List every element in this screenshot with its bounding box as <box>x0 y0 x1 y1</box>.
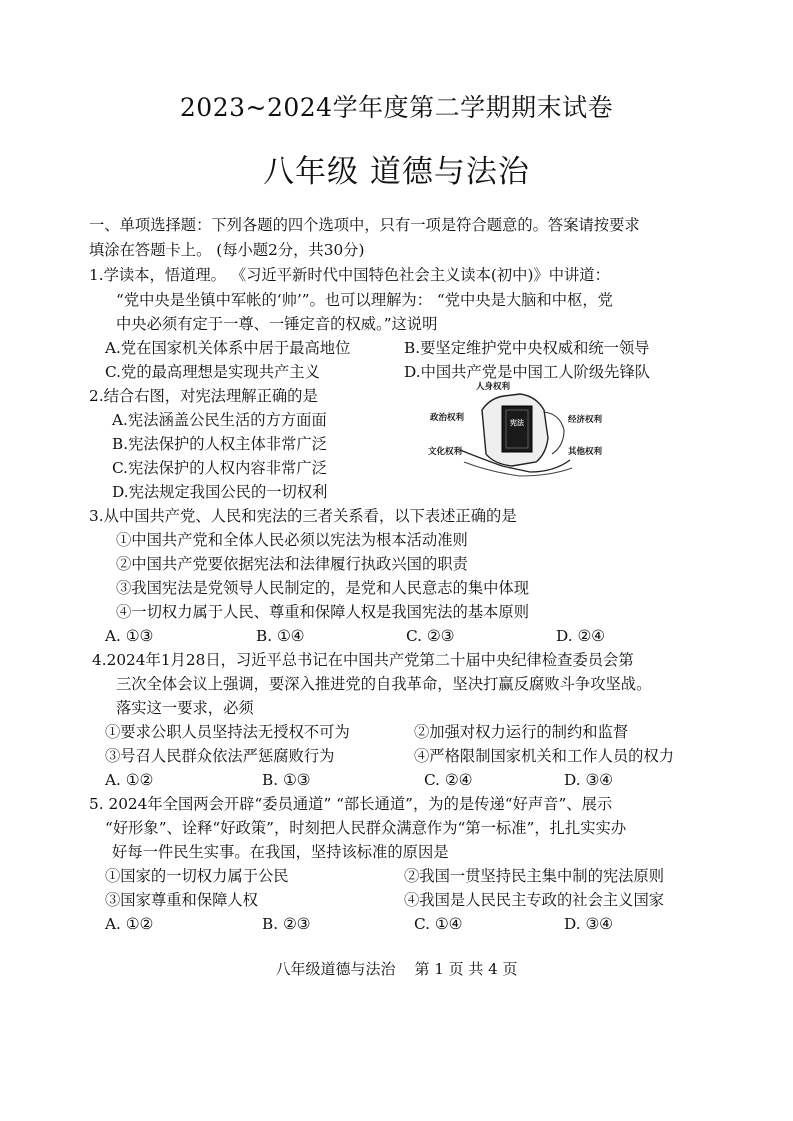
label-economic-rights: 经济权利 <box>568 415 603 425</box>
q4-option-a: A. ①② <box>105 771 154 789</box>
q1-option-a: A.党在国家机关体系中居于最高地位 <box>105 339 351 357</box>
label-other-rights: 其他权利 <box>568 447 603 457</box>
q5-statement-4: ④我国是人民民主专政的社会主义国家 <box>404 891 665 909</box>
q1-option-d: D.中国共产党是中国工人阶级先锋队 <box>404 363 651 381</box>
q1-stem-line3: 中央必须有定于一尊、一锤定音的权威。”这说明 <box>116 315 438 333</box>
q4-statement-4: ④严格限制国家机关和工作人员的权力 <box>414 747 675 765</box>
q4-stem-line3: 落实这一要求，必须 <box>116 699 254 717</box>
q3-option-d: D. ②④ <box>556 627 605 645</box>
exam-subject: 八年级 道德与法治 <box>263 154 530 190</box>
q4-statement-2: ②加强对权力运行的制约和监督 <box>414 723 629 741</box>
q3-option-a: A. ①③ <box>105 627 154 645</box>
book-label: 宪法 <box>510 419 524 427</box>
q5-option-c: C. ①④ <box>414 915 463 933</box>
q5-stem-line3: 好每一件民生实事。在我国，坚持该标准的原因是 <box>112 843 449 861</box>
q4-statement-1: ①要求公职人员坚持法无授权不可为 <box>105 723 350 741</box>
q4-statement-3: ③号召人民群众依法严惩腐败行为 <box>105 747 335 765</box>
q2-option-b: B.宪法保护的人权主体非常广泛 <box>112 435 327 453</box>
label-personal-rights: 人身权利 <box>476 382 511 392</box>
q3-option-b: B. ①④ <box>256 627 305 645</box>
q4-option-c: C. ②④ <box>424 771 473 789</box>
q5-statement-2: ②我国一贯坚持民主集中制的宪法原则 <box>404 867 665 885</box>
constitution-book <box>502 406 532 452</box>
q3-statement-4: ④一切权力属于人民、尊重和保障人权是我国宪法的基本原则 <box>116 603 530 621</box>
exam-title: 2023~2024学年度第二学期期末试卷 <box>179 93 614 122</box>
q4-option-b: B. ①③ <box>262 771 311 789</box>
q2-option-c: C.宪法保护的人权内容非常广泛 <box>112 459 327 477</box>
label-political-rights: 政治权利 <box>430 413 465 423</box>
q3-statement-3: ③我国宪法是党领导人民制定的，是党和人民意志的集中体现 <box>116 579 530 597</box>
q3-option-c: C. ②③ <box>406 627 455 645</box>
q5-option-d: D. ③④ <box>564 915 613 933</box>
q4-stem-line1: 4.2024年1月28日，习近平总书记在中国共产党第二十届中央纪律检查委员会第 <box>92 651 634 669</box>
q2-option-a: A.宪法涵盖公民生活的方方面面 <box>112 411 327 429</box>
q4-stem-line2: 三次全体会议上强调，要深入推进党的自我革命，坚决打赢反腐败斗争攻坚战。 <box>116 675 652 693</box>
q1-stem-line1: 1.学读本，悟道理。 《习近平新时代中国特色社会主义读本(初中)》中讲道： <box>89 266 610 284</box>
q5-stem-line2: “好形象”、诠释“好政策”，时刻把人民群众满意作为“第一标准”，扎扎实实办 <box>105 819 627 837</box>
q3-stem: 3.从中国共产党、人民和宪法的三者关系看，以下表述正确的是 <box>89 507 517 525</box>
q4-option-d: D. ③④ <box>564 771 613 789</box>
q5-statement-1: ①国家的一切权力属于公民 <box>105 867 289 885</box>
q1-option-b: B.要坚定维护党中央权威和统一领导 <box>404 339 650 357</box>
constitution-rights-figure <box>420 380 610 480</box>
q5-stem-line1: 5. 2024年全国两会开辟“委员通道” “部长通道”，为的是传递“好声音”、展示 <box>89 795 613 813</box>
q2-option-d: D.宪法规定我国公民的一切权利 <box>112 483 328 501</box>
q1-option-c: C.党的最高理想是实现共产主义 <box>105 363 320 381</box>
q5-option-b: B. ②③ <box>262 915 311 933</box>
q5-option-a: A. ①② <box>105 915 154 933</box>
q3-statement-1: ①中国共产党和全体人民必须以宪法为根本活动准则 <box>116 531 468 549</box>
page-footer: 八年级道德与法治 第 1 页 共 4 页 <box>275 960 518 978</box>
q1-stem-line2: “党中央是坐镇中军帐的‘帅’”。也可以理解为： “党中央是大脑和中枢，党 <box>116 291 613 309</box>
label-cultural-rights: 文化权利 <box>428 447 463 457</box>
section-instruction-line2: 填涂在答题卡上。 (每小题2分，共30分) <box>89 241 365 259</box>
section-instruction-line1: 一、单项选择题：下列各题的四个选项中，只有一项是符合题意的。答案请按要求 <box>89 216 640 234</box>
q2-stem: 2.结合右图，对宪法理解正确的是 <box>89 387 318 405</box>
q3-statement-2: ②中国共产党要依据宪法和法律履行执政兴国的职责 <box>116 555 468 573</box>
q5-statement-3: ③国家尊重和保障人权 <box>105 891 258 909</box>
